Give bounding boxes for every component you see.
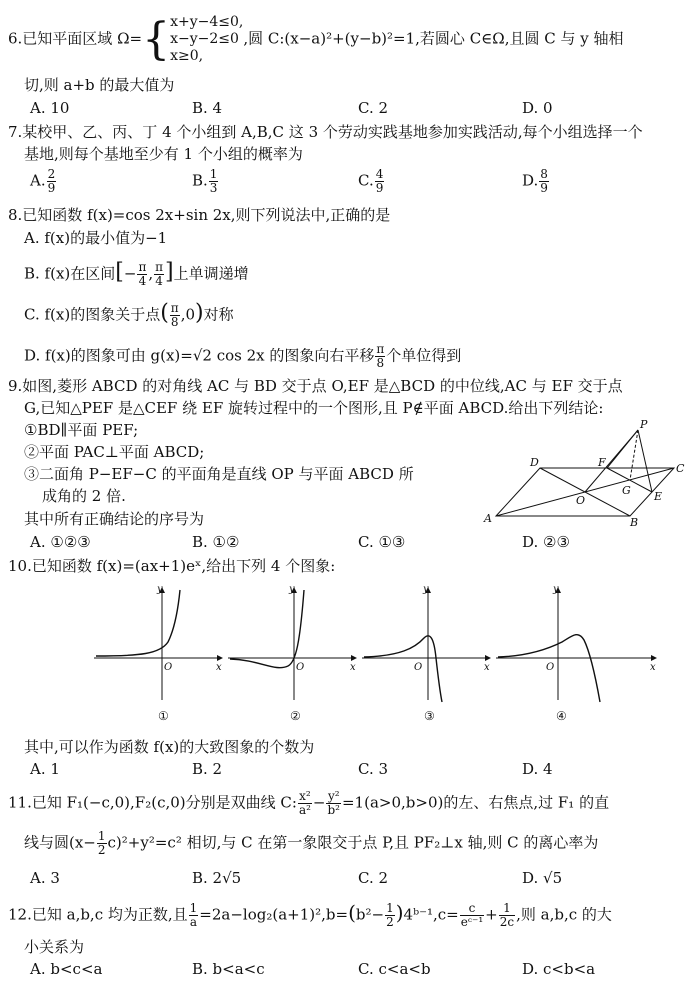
q10-graph-2 [228, 584, 356, 723]
q10-graph-3-label: ③ [424, 709, 435, 723]
q9-label-g: G [622, 484, 631, 497]
q11-option-b: B. 2√5 [192, 869, 242, 887]
q9-segment-pe [638, 430, 652, 492]
q8-option-a: A. f(x)的最小值为−1 [24, 229, 168, 247]
q9-conclusion-2: ②平面 PAC⊥平面 ABCD; [24, 443, 205, 461]
q9-line1: 9.如图,菱形 ABCD 的对角线 AC 与 BD 交于点 O,EF 是△BCD 的中位线,AC 与 EF 交于点 [8, 377, 623, 395]
svg-text:y: y [423, 584, 429, 595]
svg-text:O: O [414, 662, 423, 673]
svg-text:O: O [546, 662, 555, 673]
q10-option-a: A. 1 [30, 760, 60, 778]
q10-graph-3 [362, 584, 490, 723]
q6-head: 6.已知平面区域 Ω= [8, 29, 143, 48]
q6-option-c: C. 2 [358, 99, 389, 117]
q6-option-a: A. 10 [30, 99, 70, 117]
svg-text:x: x [350, 662, 356, 673]
svg-text:x: x [216, 662, 222, 673]
q6-line2: 切,则 a+b 的最大值为 [24, 76, 175, 94]
q9-option-a: A. ①②③ [30, 533, 91, 551]
q8-option-b: B. f(x)在区间[− $\frac{\pi}{4}$ , $\frac{\pi}{4}$ ]上单调递增 [24, 259, 249, 288]
q12-option-c: C. c<a<b [358, 960, 431, 978]
q6-tail: ,圆 C:(x−a)²+(y−b)²=1,若圆心 C∈Ω,且圆 C 与 y 轴相 [243, 29, 624, 48]
q11-option-c: C. 2 [358, 869, 389, 887]
q9-label-a: A [484, 512, 492, 525]
svg-text:O: O [296, 662, 305, 673]
q8-line1: 8.已知函数 f(x)=cos 2x+sin 2x,则下列说法中,正确的是 [8, 206, 391, 224]
q10-ask: 其中,可以作为函数 f(x)的大致图象的个数为 [24, 738, 315, 756]
q7-option-d: D. $\frac{8}{9}$ [522, 167, 548, 195]
q9-conclusion-1: ①BD∥平面 PEF; [24, 421, 139, 439]
q9-rhombus-figure [478, 418, 688, 530]
q8-option-d: D. f(x)的图象可由 g(x)=√2 cos 2x 的图象向右平移 $\frac{\pi}{8}$ 个单位得到 [24, 342, 462, 370]
q9-label-e: E [654, 490, 663, 503]
q6-option-b: B. 4 [192, 99, 223, 117]
svg-text:x: x [650, 662, 656, 673]
q9-segment-po [585, 430, 638, 492]
q12-option-a: A. b<c<a [30, 960, 103, 978]
q10-graph-4 [496, 584, 656, 723]
q9-label-o: O [576, 494, 586, 507]
q11-option-a: A. 3 [30, 869, 60, 887]
q7-option-a: A. $\frac{2}{9}$ [30, 167, 56, 195]
svg-text:y: y [289, 584, 295, 595]
q9-option-c: C. ①③ [358, 533, 406, 551]
q9-option-b: B. ①② [192, 533, 240, 551]
q6-brace: { [142, 13, 171, 65]
q9-label-b: B [630, 516, 639, 529]
q9-conclusion-3b: 成角的 2 倍. [42, 487, 126, 505]
q12-line1: 12.已知 a,b,c 均为正数,且 $\frac{1}{a}$ =2a−log₂(a+1)²,b=(b²− $\frac{1}{2}$ )4ᵇ⁻¹,c= $\frac{c}{\text{eᶜ⁻¹}}$ + $\frac{1}{2c}$ ,则 a,b,c 的大 [8, 900, 612, 929]
q10-graph-1 [94, 584, 222, 723]
q9-label-p: P [640, 418, 648, 431]
q9-label-d: D [530, 456, 539, 469]
q11-line2: 线与圆(x− $\frac{1}{2}$ c)²+y²=c² 相切,与 C 在第一象限交于点 P,且 PF₂⊥x 轴,则 C 的离心率为 [24, 829, 599, 857]
q9-ask: 其中所有正确结论的序号为 [24, 510, 205, 528]
q12-option-d: D. c<b<a [522, 960, 596, 978]
q6-option-d: D. 0 [522, 99, 553, 117]
q7-line1: 7.某校甲、乙、丙、丁 4 个小组到 A,B,C 这 3 个劳动实践基地参加实践活动,每个小组选择一个 [8, 123, 643, 141]
q6-system: x+y−4≤0, x−y−2≤0 x≥0, [170, 14, 244, 64]
q10-option-b: B. 2 [192, 760, 223, 778]
svg-text:O: O [164, 662, 173, 673]
q9-conclusion-3a: ③二面角 P−EF−C 的平面角是直线 OP 与平面 ABCD 所 [24, 465, 414, 483]
q7-option-c: C. $\frac{4}{9}$ [358, 167, 384, 195]
q11-option-d: D. √5 [522, 869, 563, 887]
q12-option-b: B. b<a<c [192, 960, 265, 978]
q9-option-d: D. ②③ [522, 533, 570, 551]
q10-graphs [90, 582, 670, 732]
q9-line2: G,已知△PEF 是△CEF 绕 EF 旋转过程中的一个图形,且 P∉平面 ABCD.给出下列结论: [24, 399, 604, 417]
q7-option-b: B. $\frac{1}{3}$ [192, 167, 218, 195]
q9-label-c: C [676, 462, 685, 475]
q9-label-f: F [598, 456, 606, 469]
q12-line2: 小关系为 [24, 938, 85, 956]
q10-graph-1-label: ① [158, 709, 169, 723]
svg-text:x: x [484, 662, 490, 673]
svg-text:y: y [157, 584, 163, 595]
q6-stem [8, 14, 624, 65]
q10-option-c: C. 3 [358, 760, 389, 778]
q8-option-c: C. f(x)的图象关于点( $\frac{\pi}{8}$ ,0)对称 [24, 300, 234, 329]
q10-graph-2-label: ② [290, 709, 301, 723]
q10-option-d: D. 4 [522, 760, 553, 778]
q10-graph-4-label: ④ [556, 709, 567, 723]
svg-text:y: y [553, 584, 559, 595]
q7-line2: 基地,则每个基地至少有 1 个小组的概率为 [24, 145, 303, 163]
q11-line1: 11.已知 F₁(−c,0),F₂(c,0)分别是双曲线 C: $\frac{\text{x²}}{\text{a²}}$ − $\frac{\text{y²}}{\text{b²}}$ =1(a>0,b>0)的左、右焦点,过 F₁ 的直 [8, 789, 610, 817]
q10-line1: 10.已知函数 f(x)=(ax+1)eˣ,给出下列 4 个图象: [8, 557, 336, 575]
